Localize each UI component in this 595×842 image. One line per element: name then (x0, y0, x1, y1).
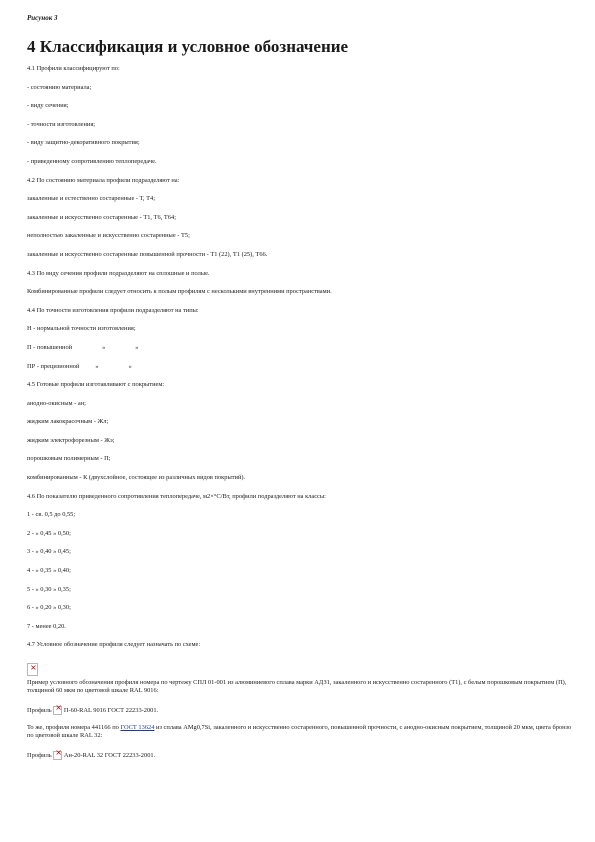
list-item (27, 437, 577, 456)
paragraph-4-7-text: 4.7 Условное обозначение профиля следует назначать по схеме: (27, 641, 201, 649)
list-item-text: - виду защитно-декоративного покрытия; (27, 139, 140, 147)
example-1-text: Пример условного обозначения профиля номера по чертежу СПЛ 01-001 из алюминиевого сплава марки АДЗ1, закаленного и искусственно состаренного (Т1), с белым порошковым покрытием (П), толщиной 60 мкм по цветовой шкале RAL 9016: (27, 678, 567, 694)
list-item-text: - состоянию материала; (27, 83, 92, 91)
broken-image-icon (53, 751, 62, 760)
paragraph-4-3-note (27, 288, 577, 307)
list-item (27, 325, 577, 344)
profile-label: Профиль (27, 752, 52, 760)
profile-designation-2 (27, 751, 577, 770)
list-item (27, 586, 577, 605)
list-item (27, 158, 577, 177)
example-2-text-cont: из сплава АМg0,7Si, закаленного и искусственно состаренного, повышенной прочности, с анодно-окисным покрытием, толщиной 20 мкм, цвета бронзо по цветовой шкале RAL 32: (27, 724, 572, 740)
section-title: 4 Классификация и условное обозначение (27, 37, 349, 56)
ditto-mark: » (135, 343, 139, 351)
paragraph-4-5-text: 4.5 Готовые профили изготавливают с покрытием: (27, 381, 165, 389)
designation-code: Ан-20-RAL 32 ГОСТ 22233-2001. (63, 752, 156, 760)
list-item-text: 5 - » 0,30 » 0,35; (27, 585, 71, 593)
list-item-text: 3 - » 0,40 » 0,45; (27, 548, 71, 556)
example-2 (27, 724, 577, 751)
designation-code: П-60-RAL 9016 ГОСТ 22233-2001. (63, 706, 159, 714)
paragraph-4-7 (27, 641, 577, 660)
list-item-text: 1 - св. 0,5 до 0,55; (27, 511, 76, 519)
ditto-mark: » (128, 362, 132, 370)
paragraph-4-2 (27, 177, 577, 196)
paragraph-4-2-text: 4.2 По состоянию материала профили подразделяют на: (27, 176, 180, 184)
list-item (27, 214, 577, 233)
list-item (27, 363, 577, 382)
list-item-text: П - повышенной (27, 343, 73, 351)
list-item (27, 344, 577, 363)
list-item-text: закаленные и естественно состаренные - Т, Т4; (27, 195, 155, 203)
list-item (27, 623, 577, 642)
figure-caption: Рисунок 3 (27, 14, 58, 22)
list-item (27, 232, 577, 251)
list-item (27, 121, 577, 140)
example-2-text: То же, профиля номера 441166 по (27, 724, 121, 732)
list-item-text: жидким электрофорезным - Жэ; (27, 436, 115, 444)
list-item (27, 567, 577, 586)
list-item (27, 251, 577, 270)
scheme-image (27, 660, 577, 679)
list-item-text: Н - нормальной точности изготовления; (27, 325, 136, 333)
list-item (27, 474, 577, 493)
example-1 (27, 679, 577, 706)
profile-designation-1 (27, 706, 577, 725)
list-item (27, 511, 577, 530)
paragraph-4-3-note-text: Комбинированные профили следует относить к полым профилям с несколькими внутренними пространствами. (27, 288, 332, 296)
list-item (27, 84, 577, 103)
list-item (27, 195, 577, 214)
list-item-text: 2 - » 0,45 » 0,50; (27, 529, 71, 537)
list-item-text: жидким лакокрасочным - Жл; (27, 418, 109, 426)
paragraph-4-4-text: 4.4 По точности изготовления профили подразделяют на типы: (27, 306, 199, 314)
list-item-text: - точности изготовления; (27, 120, 96, 128)
list-item (27, 139, 577, 158)
document-page (27, 14, 577, 770)
list-item-text: анодно-окисным - ан; (27, 399, 86, 407)
ditto-mark: » (102, 343, 106, 351)
gost-13624-link[interactable]: ГОСТ 13624 (120, 724, 155, 732)
paragraph-4-1-text: 4.1 Профили классифицируют по: (27, 65, 120, 72)
list-item-text: 6 - » 0,20 » 0,30; (27, 604, 71, 612)
list-item (27, 530, 577, 549)
list-item (27, 604, 577, 623)
paragraph-4-3-text: 4.3 По виду сечения профили подразделяют на сплошные и полые. (27, 269, 210, 277)
list-item-text: - виду сечения; (27, 102, 69, 110)
broken-image-icon (53, 706, 62, 715)
list-item-text: неполностью закаленные и искусственно состаренные - Т5; (27, 232, 190, 240)
list-item (27, 418, 577, 437)
list-item (27, 455, 577, 474)
list-item-text: - приведенному сопротивлению теплопередаче. (27, 157, 157, 165)
list-item-text: комбинированным - К (двухслойное, состоящее из различных видов покрытий). (27, 474, 246, 482)
ditto-mark: » (95, 362, 99, 370)
paragraph-4-3 (27, 270, 577, 289)
paragraph-4-6 (27, 493, 577, 512)
list-item-text: закаленные и искусственно состаренные - Т1, Т6, Т64; (27, 213, 176, 221)
broken-image-icon (27, 663, 38, 676)
list-item-text: 7 - менее 0,20. (27, 622, 66, 630)
list-item-text: закаленные и искусственно состаренные повышенной прочности - Т1 (22), Т1 (25), Т66. (27, 250, 268, 258)
list-item-text: порошковым полимерным - П; (27, 455, 111, 463)
list-item (27, 102, 577, 121)
profile-label: Профиль (27, 706, 52, 714)
list-item (27, 400, 577, 419)
list-item (27, 548, 577, 567)
paragraph-4-1 (27, 65, 577, 84)
paragraph-4-5 (27, 381, 577, 400)
paragraph-4-6-text: 4.6 По показателю приведенного сопротивления теплопередаче, м2×°С/Вт, профили подразделяют на классы: (27, 492, 326, 500)
list-item-text: ПР - прецизионной (27, 362, 80, 370)
paragraph-4-4 (27, 307, 577, 326)
list-item-text: 4 - » 0,35 » 0,40; (27, 567, 71, 575)
